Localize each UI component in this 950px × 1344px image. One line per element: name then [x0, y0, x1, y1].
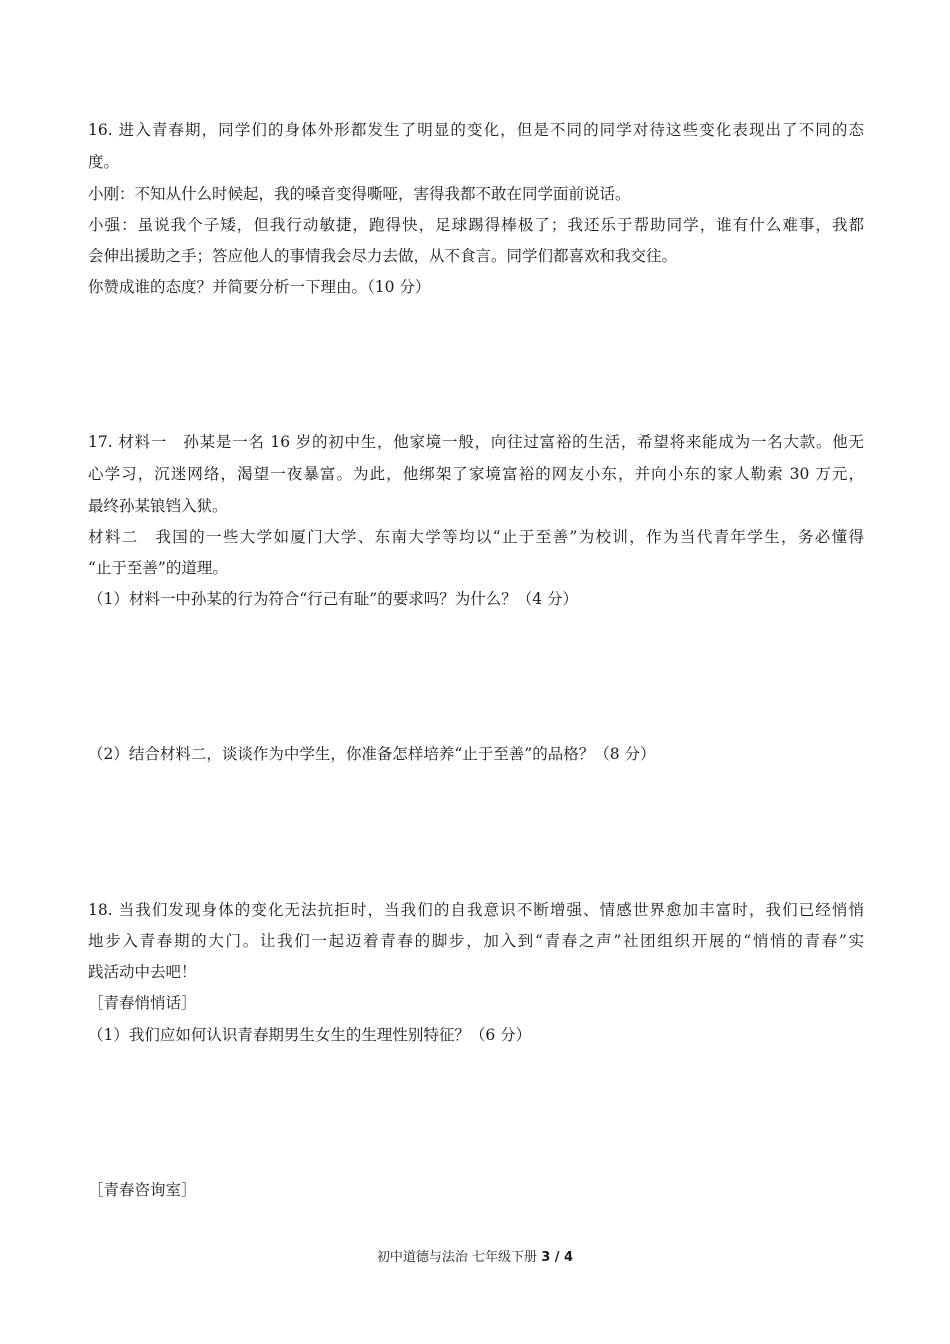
q16-question: 你赞成谁的态度？并简要分析一下理由。（10 分） — [88, 278, 431, 296]
q17-line-1: 17. 材料一 孙某是一名 16 岁的初中生，他家境一般，向往过富裕的生活，希望将来能成为一名大款。他无 — [88, 433, 864, 451]
q17-material2-line-2: “止于至善”的道理。 — [88, 559, 228, 577]
q17-sub-question-1: （1）材料一中孙某的行为符合“行己有耻”的要求吗？为什么？（4 分） — [88, 590, 579, 608]
footer-title: 初中道德与法治 七年级下册 — [376, 1250, 542, 1265]
q16-xiaoqiang-2: 会伸出援助之手；答应他人的事情我会尽力去做，从不食言。同学们都喜欢和我交往。 — [88, 247, 678, 265]
q16-xiaogang: 小刚：不知从什么时候起，我的嗓音变得嘶哑，害得我都不敢在同学面前说话。 — [88, 185, 631, 203]
q17-sub-question-2: （2）结合材料二，谈谈作为中学生，你准备怎样培养“止于至善”的品格？（8 分） — [88, 745, 656, 763]
q17-line-3: 最终孙某锒铛入狱。 — [88, 497, 228, 515]
q16-line-1: 16. 进入青春期，同学们的身体外形都发生了明显的变化，但是不同的同学对待这些变化表现出了不同的态 — [88, 121, 864, 139]
q17-material2-line-1: 材料二 我国的一些大学如厦门大学、东南大学等均以“止于至善”为校训，作为当代青年学生，务必懂得 — [88, 528, 864, 546]
q18-section-consult: ［青春咨询室］ — [88, 1181, 197, 1199]
q18-line-1: 18. 当我们发现身体的变化无法抗拒时，当我们的自我意识不断增强、情感世界愈加丰富时，我们已经悄悄 — [88, 901, 864, 919]
q18-line-3: 践活动中去吧！ — [88, 963, 197, 981]
q18-section-whisper: ［青春悄悄话］ — [88, 994, 197, 1012]
q16-xiaoqiang-1: 小强：虽说我个子矮，但我行动敏捷，跑得快，足球踢得棒极了；我还乐于帮助同学，谁有什么难事，我都 — [88, 216, 864, 234]
q18-line-2: 地步入青春期的大门。让我们一起迈着青春的脚步，加入到“青春之声”社团组织开展的“悄悄的青春”实 — [88, 932, 864, 950]
page-number: 3 / 4 — [541, 1250, 574, 1265]
q17-line-2: 心学习，沉迷网络，渴望一夜暴富。为此，他绑架了家境富裕的网友小东，并向小东的家人勒索 30 万元， — [88, 465, 864, 483]
q16-line-2: 度。 — [88, 153, 120, 171]
page-footer — [0, 1246, 950, 1265]
q18-sub-question-1: （1）我们应如何认识青春期男生女生的生理性别特征？（6 分） — [88, 1026, 532, 1044]
